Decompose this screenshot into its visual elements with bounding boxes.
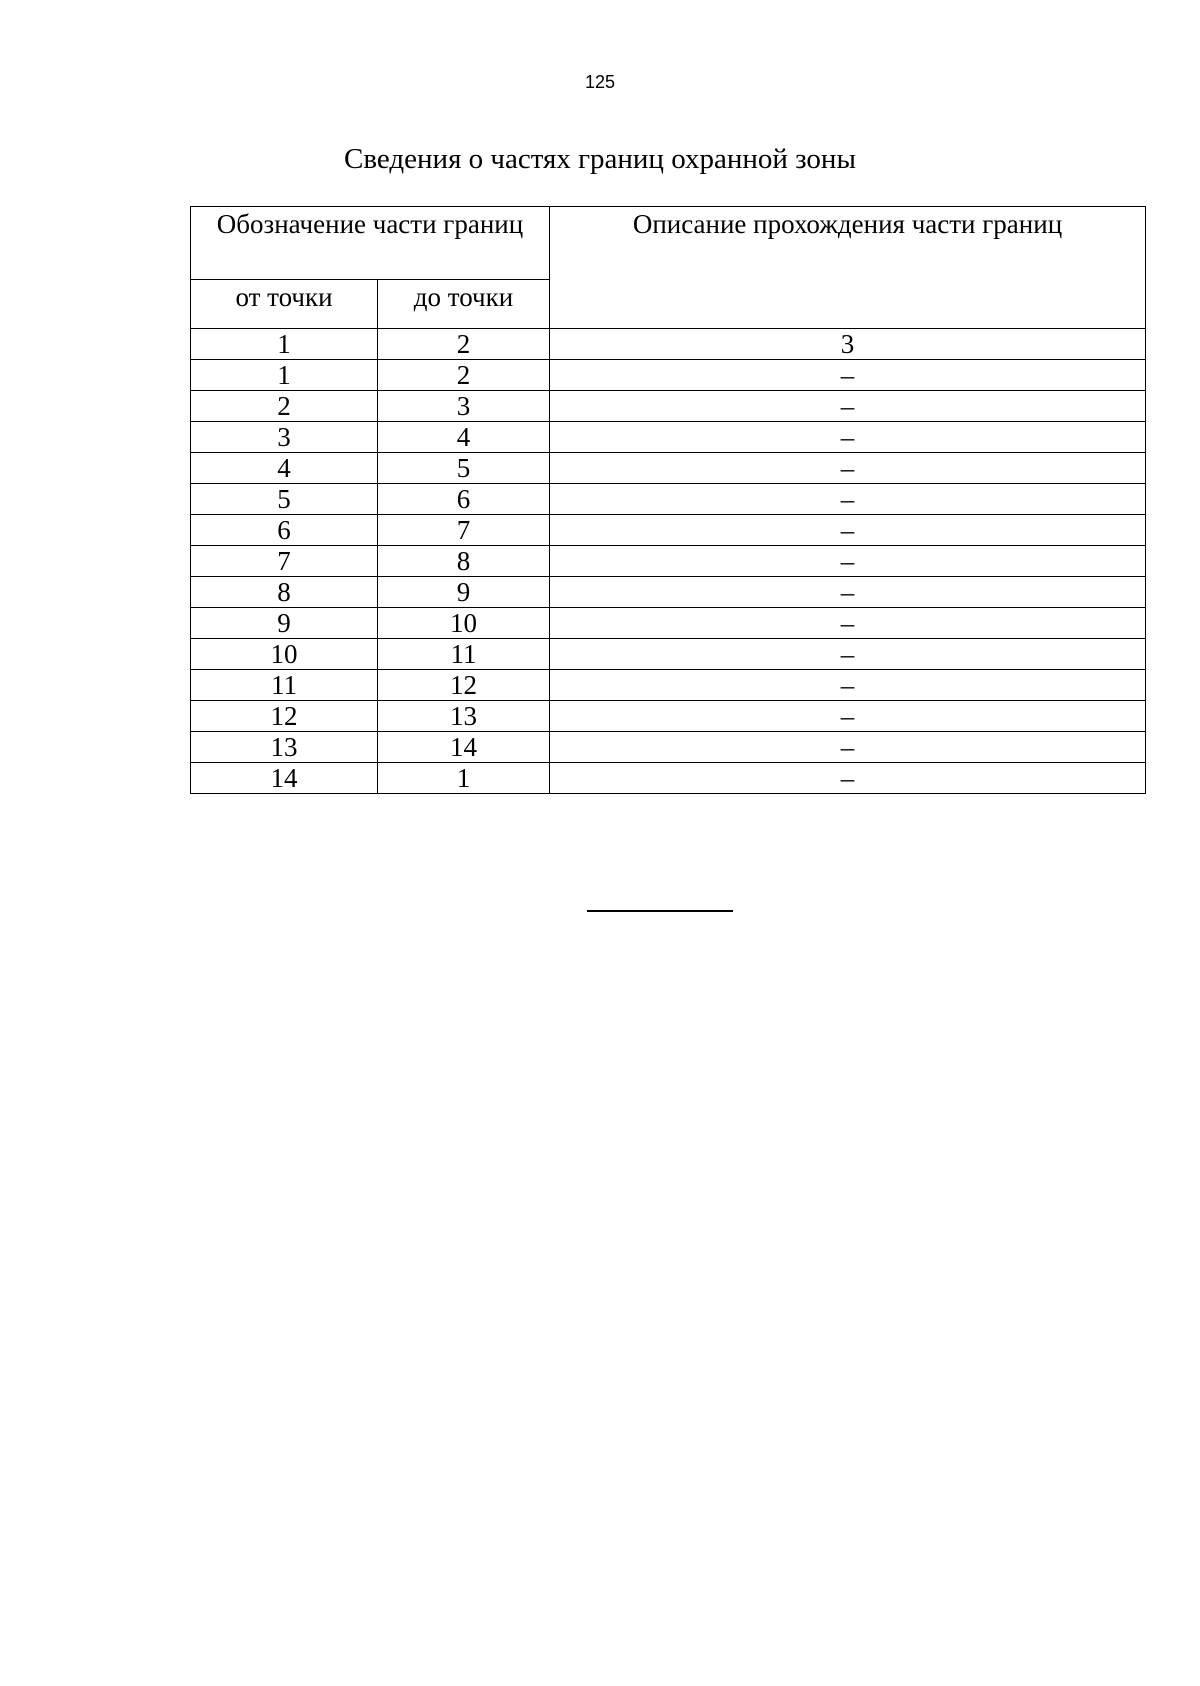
table-row	[191, 732, 1146, 763]
cell-description: –	[550, 546, 1146, 577]
table-row	[191, 453, 1146, 484]
table-row	[191, 546, 1146, 577]
cell-from-point: 3	[191, 422, 378, 453]
header-boundary-description: Описание прохождения части границ	[550, 207, 1146, 329]
boundary-parts-table	[190, 206, 1146, 794]
cell-from-point: 14	[191, 763, 378, 794]
cell-to-point: 6	[378, 484, 550, 515]
cell-to-point: 5	[378, 453, 550, 484]
cell-to-point: 13	[378, 701, 550, 732]
cell-description: –	[550, 763, 1146, 794]
cell-description: –	[550, 360, 1146, 391]
cell-to-point: 12	[378, 670, 550, 701]
cell-description: –	[550, 484, 1146, 515]
cell-description: –	[550, 391, 1146, 422]
cell-from-point: 7	[191, 546, 378, 577]
cell-to-point: 10	[378, 608, 550, 639]
cell-to-point: 3	[378, 391, 550, 422]
cell-description: –	[550, 701, 1146, 732]
table-row	[191, 360, 1146, 391]
cell-from-point: 5	[191, 484, 378, 515]
cell-to-point: 7	[378, 515, 550, 546]
table-row	[191, 670, 1146, 701]
cell-to-point: 1	[378, 763, 550, 794]
cell-to-point: 4	[378, 422, 550, 453]
cell-to-point: 8	[378, 546, 550, 577]
header-from-point: от точки	[191, 280, 378, 329]
table-row	[191, 763, 1146, 794]
cell-to-point: 9	[378, 577, 550, 608]
table-row	[191, 577, 1146, 608]
page-number: 125	[584, 72, 616, 92]
column-number: 1	[191, 329, 378, 360]
cell-description: –	[550, 453, 1146, 484]
cell-description: –	[550, 670, 1146, 701]
cell-from-point: 2	[191, 391, 378, 422]
column-number: 3	[550, 329, 1146, 360]
column-number-row	[191, 329, 1146, 360]
table-body	[191, 329, 1146, 794]
cell-description: –	[550, 732, 1146, 763]
cell-from-point: 1	[191, 360, 378, 391]
cell-from-point: 9	[191, 608, 378, 639]
cell-to-point: 2	[378, 360, 550, 391]
cell-from-point: 10	[191, 639, 378, 670]
table-row	[191, 515, 1146, 546]
table-row	[191, 701, 1146, 732]
page-title: Сведения о частях границ охранной зоны	[344, 143, 856, 175]
cell-from-point: 12	[191, 701, 378, 732]
cell-from-point: 11	[191, 670, 378, 701]
table-row	[191, 391, 1146, 422]
cell-from-point: 4	[191, 453, 378, 484]
cell-to-point: 11	[378, 639, 550, 670]
cell-description: –	[550, 577, 1146, 608]
end-separator-line	[587, 910, 733, 912]
cell-from-point: 8	[191, 577, 378, 608]
header-boundary-designation: Обозначение части границ	[191, 207, 550, 280]
cell-description: –	[550, 515, 1146, 546]
cell-description: –	[550, 639, 1146, 670]
cell-description: –	[550, 422, 1146, 453]
table-row	[191, 484, 1146, 515]
table-row	[191, 608, 1146, 639]
table-row	[191, 422, 1146, 453]
column-number: 2	[378, 329, 550, 360]
cell-description: –	[550, 608, 1146, 639]
cell-to-point: 14	[378, 732, 550, 763]
header-to-point: до точки	[378, 280, 550, 329]
table-row	[191, 639, 1146, 670]
cell-from-point: 6	[191, 515, 378, 546]
cell-from-point: 13	[191, 732, 378, 763]
